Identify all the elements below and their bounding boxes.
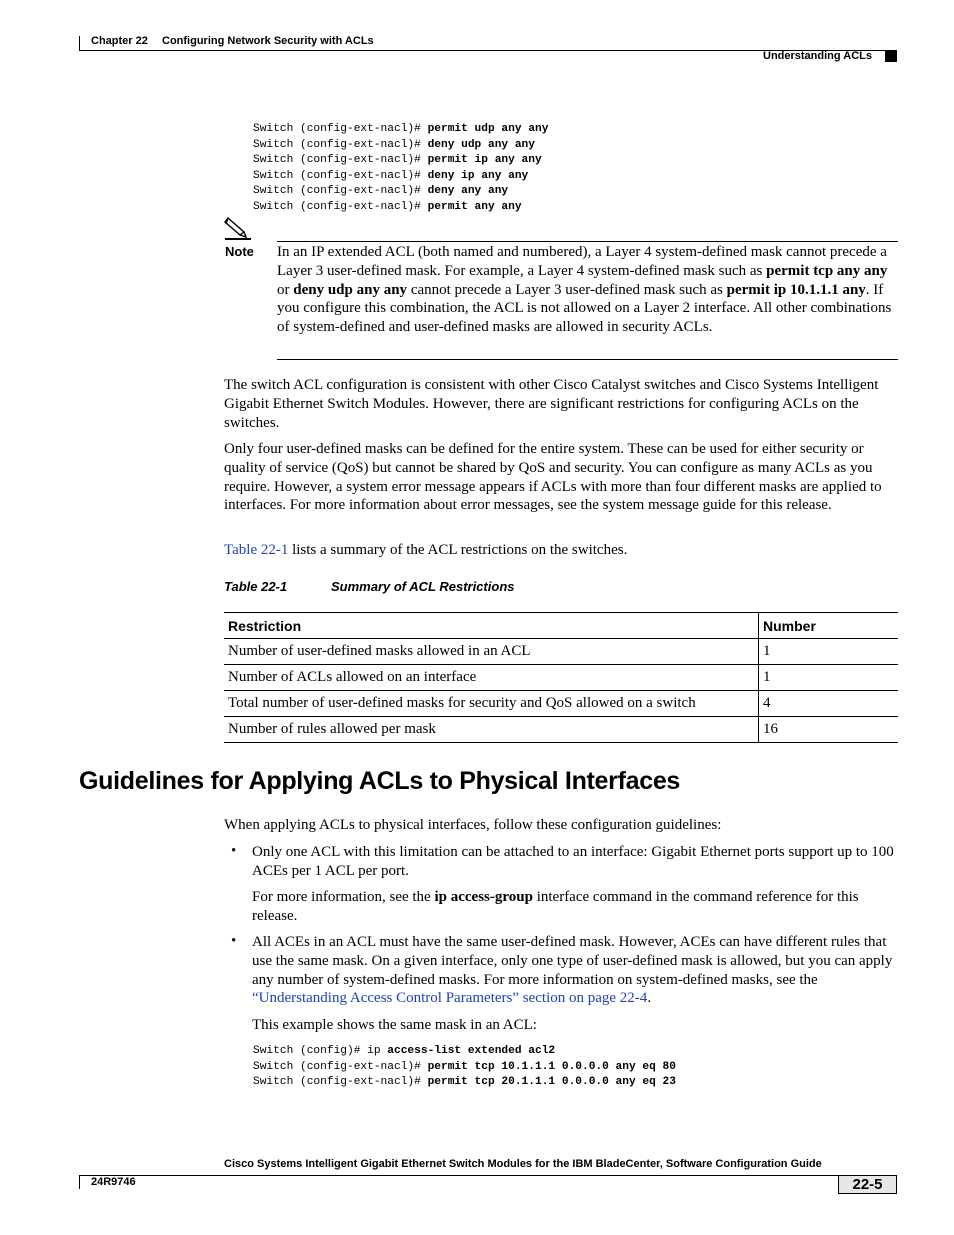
footer-rule-vertical — [79, 1175, 80, 1189]
table-cell: Number of user-defined masks allowed in an ACL — [224, 639, 759, 665]
table-cell: 4 — [759, 691, 899, 717]
paragraph: This example shows the same mask in an ACL: — [252, 1017, 537, 1033]
code-line: Switch (config-ext-nacl)# permit tcp 10.1.1.1 0.0.0.0 any eq 80 — [253, 1060, 676, 1073]
paragraph: Only four user-defined masks can be defined for the entire system. These can be used for either security or quality of service (QoS) but cannot be shared by QoS and security. You can configure as many ACLs as you require. However, a system error message appears if ACLs with more than four different masks are applied to interfaces. For more information about error messages, see the system message guide for this release. — [224, 441, 882, 514]
pencil-icon — [224, 216, 252, 242]
footer-doc-number: 24R9746 — [91, 1176, 136, 1188]
bullet-marker: • — [231, 843, 237, 859]
acl-restrictions-table — [224, 612, 898, 743]
code-line: Switch (config)# ip access-list extended acl2 — [253, 1045, 556, 1057]
code-block-1 — [253, 122, 548, 216]
bullet-text: All ACEs in an ACL must have the same user-defined mask. However, ACEs can have different rules that use the same mask. On a given interface, only one type of user-defined mask is allowed, but you can apply any number of system-defined masks. For more information on system-defined masks, see the “Understanding Access Control Parameters” section on page 22-4. — [252, 934, 893, 1007]
table-cell: Number of rules allowed per mask — [224, 717, 759, 743]
table-caption-number: Table 22-1 — [224, 579, 288, 594]
table-row — [224, 717, 898, 743]
code-line: Switch (config-ext-nacl)# permit ip any any — [253, 154, 542, 167]
paragraph: The switch ACL configuration is consistent with other Cisco Catalyst switches and Cisco Systems Intelligent Gigabit Ethernet Switch Modules. However, there are significant restrictions for configuring ACLs on the switches. — [224, 377, 879, 431]
code-block-2 — [253, 1044, 676, 1091]
header-marker — [885, 51, 897, 62]
header-chapter: Chapter 22 — [91, 35, 148, 47]
table-header-row — [224, 613, 898, 639]
note-rule-top — [277, 241, 898, 242]
footer-rule — [79, 1175, 897, 1176]
table-cell: Number of ACLs allowed on an interface — [224, 665, 759, 691]
table-link[interactable]: Table 22-1 — [224, 542, 289, 558]
header-chapter-title: Configuring Network Security with ACLs — [162, 35, 374, 47]
table-cell: 1 — [759, 665, 899, 691]
note-text: In an IP extended ACL (both named and numbered), a Layer 4 system-defined mask cannot precede a Layer 3 user-defined mask. For example, a Layer 4 system-defined mask such as permit tcp any any or deny udp any any cannot precede a Layer 3 user-defined mask such as permit ip 10.1.1.1 any. If you configure this combination, the ACL is not allowed on a Layer 2 interface. All other combinations of system-defined and user-defined masks are allowed in security ACLs. — [277, 244, 892, 336]
header-rule-vertical — [79, 36, 80, 50]
table-cell: 16 — [759, 717, 899, 743]
table-row — [224, 691, 898, 717]
note-label: Note — [225, 244, 254, 259]
table-row — [224, 639, 898, 665]
section-heading: Guidelines for Applying ACLs to Physical Interfaces — [79, 767, 681, 795]
footer-title: Cisco Systems Intelligent Gigabit Ethernet Switch Modules for the IBM BladeCenter, Software Configuration Guide — [224, 1158, 822, 1170]
code-line: Switch (config-ext-nacl)# permit any any — [253, 200, 522, 213]
paragraph: When applying ACLs to physical interfaces, follow these configuration guidelines: — [224, 817, 722, 833]
cross-reference-link[interactable]: “Understanding Access Control Parameters” section on page 22-4 — [252, 990, 648, 1007]
column-header: Restriction — [224, 613, 759, 639]
code-line: Switch (config-ext-nacl)# deny udp any any — [253, 138, 535, 151]
bullet-marker: • — [231, 933, 237, 949]
code-line: Switch (config-ext-nacl)# deny any any — [253, 185, 509, 198]
table-caption-title: Summary of ACL Restrictions — [331, 579, 515, 594]
bullet-text: Only one ACL with this limitation can be attached to an interface: Gigabit Ethernet ports support up to 100 ACEs per 1 ACL per port. — [252, 844, 894, 879]
table-row — [224, 665, 898, 691]
table-cell: 1 — [759, 639, 899, 665]
code-line: Switch (config-ext-nacl)# permit udp any any — [253, 123, 549, 135]
table-cell: Total number of user-defined masks for security and QoS allowed on a switch — [224, 691, 759, 717]
paragraph: For more information, see the ip access-group interface command in the command reference for this release. — [252, 889, 859, 924]
paragraph: Table 22-1 lists a summary of the ACL restrictions on the switches. — [224, 542, 628, 558]
page-number: 22-5 — [852, 1176, 883, 1193]
column-header: Number — [759, 613, 899, 639]
code-line: Switch (config-ext-nacl)# permit tcp 20.1.1.1 0.0.0.0 any eq 23 — [253, 1076, 676, 1089]
code-line: Switch (config-ext-nacl)# deny ip any any — [253, 169, 529, 182]
note-rule-bottom — [277, 359, 898, 360]
header-section: Understanding ACLs — [763, 50, 872, 62]
